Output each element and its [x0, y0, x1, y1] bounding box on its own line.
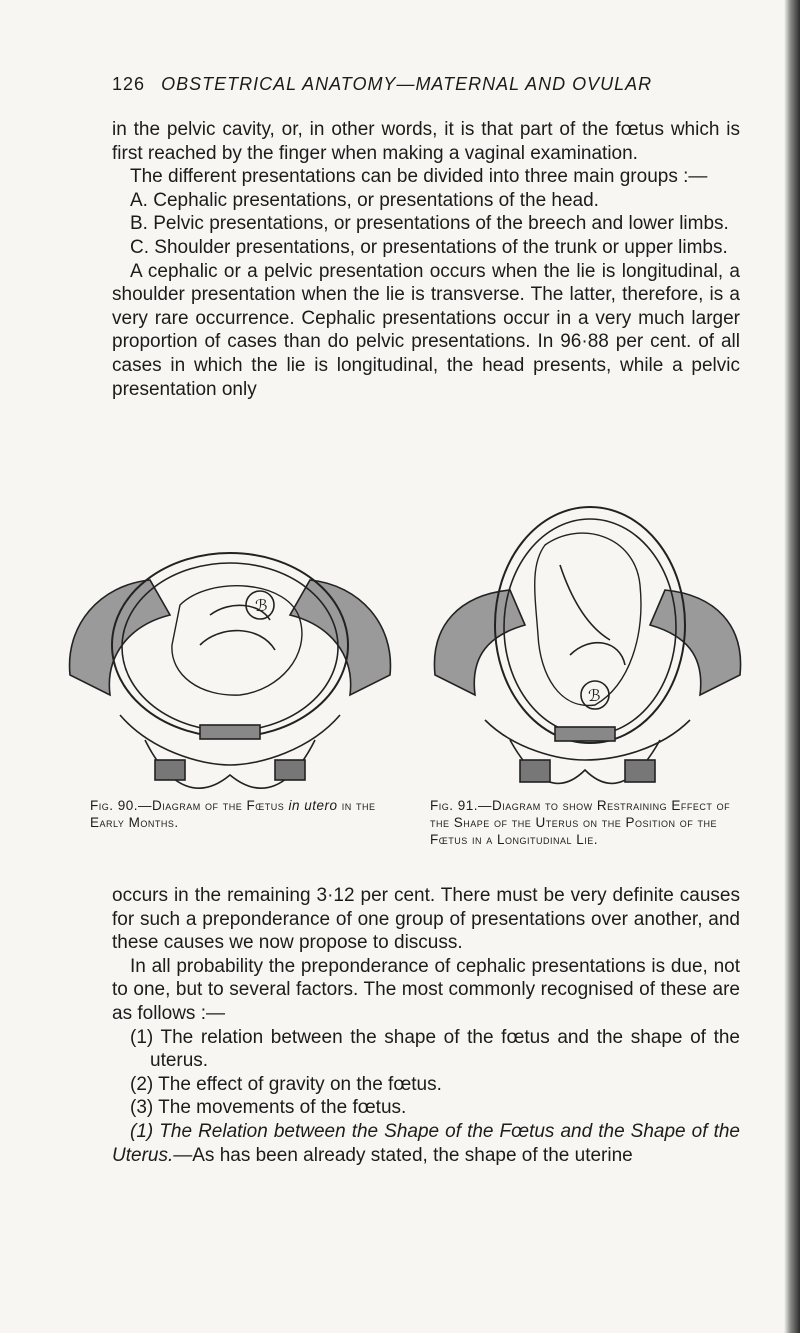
list-item: B. Pelvic presentations, or presentations of the breech and lower limbs.: [130, 213, 729, 235]
paragraph: A cephalic or a pelvic presentation occurs when the lie is longitudinal, a shoulder presentation when the lie is transverse. The latter, therefore, is a very rare occurrence. Cephalic presentations occur in a very much larger proportion of cases than do pelvic presentations. In 96·88 per cent. of all cases in which the lie is longitudinal, the head presents, while a pelvic presentation only: [112, 260, 740, 400]
section-heading-italic: (1) The Relation between the Shape of the Fœtus and the Shape of the Uterus.: [112, 1120, 740, 1166]
page-number: 126: [112, 74, 146, 94]
list-item: (2) The effect of gravity on the fœtus.: [130, 1073, 442, 1095]
fig-90-italic: in utero: [288, 798, 338, 813]
fig-90-label: Fig. 90.—Diagram of the Fœtus: [90, 798, 289, 813]
running-title: OBSTETRICAL ANATOMY—MATERNAL AND OVULAR: [161, 74, 653, 94]
running-header: [112, 74, 752, 95]
fig-90-rest: in the Early Months.: [90, 798, 376, 830]
svg-text:ℬ: ℬ: [255, 598, 268, 615]
paragraph: The different presentations can be divided into three main groups :—: [130, 166, 708, 188]
list-item: C. Shoulder presentations, or presentations of the trunk or upper limbs.: [130, 236, 728, 258]
paragraph-text: —As has been already stated, the shape of the uterine: [173, 1144, 633, 1166]
list-item: A. Cephalic presentations, or presentations of the head.: [130, 189, 599, 211]
fig-91-illustration: [420, 505, 750, 795]
top-text-block: [112, 118, 740, 401]
page-edge-shadow: [784, 0, 800, 1333]
paragraph: in the pelvic cavity, or, in other words, it is that part of the fœtus which is first reached by the finger when making a vaginal examination.: [112, 119, 740, 164]
svg-text:ℬ: ℬ: [588, 688, 601, 705]
paragraph: [112, 1120, 740, 1167]
fig-91-caption: Fig. 91.—Diagram to show Restraining Effect of the Shape of the Uterus on the Position of the Fœtus in a Longitudinal Lie.: [430, 798, 731, 847]
paragraph: occurs in the remaining 3·12 per cent. There must be very definite causes for such a preponderance of one group of presentations over another, and these causes we now propose to discuss.: [112, 885, 740, 954]
fig-90-illustration: [60, 525, 400, 810]
figures-area: [60, 505, 750, 847]
paragraph: In all probability the preponderance of cephalic presentations is due, not to one, but to several factors. The most commonly recognised of these are as follows :—: [112, 955, 740, 1024]
list-item: (1) The relation between the shape of the fœtus and the shape of the uterus.: [130, 1026, 740, 1072]
bottom-text-block: [112, 884, 740, 1167]
fig-90-caption: [90, 797, 390, 831]
list-item: (3) The movements of the fœtus.: [130, 1097, 407, 1119]
